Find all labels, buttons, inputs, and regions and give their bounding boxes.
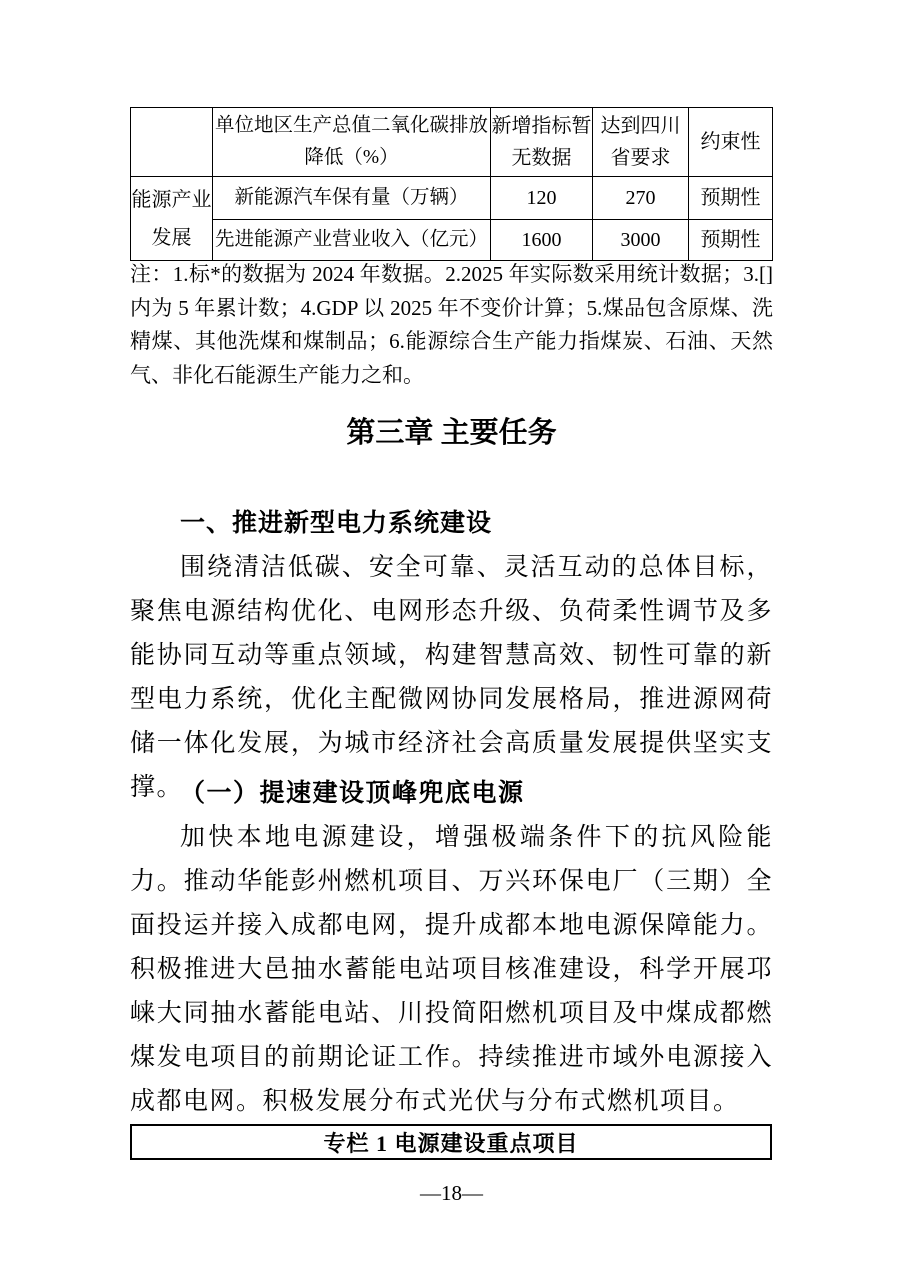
table-cell-sichuan-requirement: 3000	[593, 220, 689, 261]
table-row	[131, 108, 773, 177]
table-cell-indicator: 先进能源产业营业收入（亿元）	[213, 220, 491, 261]
table-cell-attribute: 预期性	[689, 177, 773, 220]
table-cell-indicator: 新能源汽车保有量（万辆）	[213, 177, 491, 220]
table-cell-category	[131, 108, 213, 177]
table-cell-indicator: 单位地区生产总值二氧化碳排放降低（%）	[213, 108, 491, 177]
callout-title: 专栏 1 电源建设重点项目	[323, 1130, 579, 1156]
table-cell-new-target: 120	[491, 177, 593, 220]
chapter-heading: 第三章 主要任务	[346, 417, 557, 449]
table-row	[131, 220, 773, 261]
paragraph-1: 围绕清洁低碳、安全可靠、灵活互动的总体目标，聚焦电源结构优化、电网形态升级、负荷柔性调节及多能协同互动等重点领域，构建智慧高效、韧性可靠的新型电力系统，优化主配微网协同发展格局，推进源网荷储一体化发展，为城市经济社会高质量发展提供坚实支撑。	[130, 554, 773, 801]
page-number: —18—	[420, 1181, 483, 1205]
table-note: 注：1.标*的数据为 2024 年数据。2.2025 年实际数采用统计数据；3.[]内为 5 年累计数；4.GDP 以 2025 年不变价计算；5.煤品包含原煤、洗精煤、其他洗煤和煤制品；6.能源综合生产能力指煤炭、石油、天然气、非化石能源生产能力之和。	[130, 262, 773, 387]
table-cell-attribute: 预期性	[689, 220, 773, 261]
subsection-heading: （一）提速建设顶峰兜底电源	[180, 780, 525, 807]
section-heading: 一、推进新型电力系统建设	[180, 509, 493, 537]
paragraph-2: 加快本地电源建设，增强极端条件下的抗风险能力。推动华能彭州燃机项目、万兴环保电厂（三期）全面投运并接入成都电网，提升成都本地电源保障能力。积极推进大邑抽水蓄能电站项目核准建设，科学开展邛崃大同抽水蓄能电站、川投简阳燃机项目及中煤成都燃煤发电项目的前期论证工作。持续推进市域外电源接入成都电网。积极发展分布式光伏与分布式燃机项目。	[130, 824, 773, 1115]
table-cell-category: 能源产业发展	[131, 177, 213, 261]
indicators-table	[130, 107, 773, 261]
table-cell-sichuan-requirement: 达到四川省要求	[593, 108, 689, 177]
table-cell-new-target: 1600	[491, 220, 593, 261]
table-cell-new-target: 新增指标暂无数据	[491, 108, 593, 177]
table-row	[131, 177, 773, 220]
callout-box	[130, 1124, 772, 1160]
table-cell-attribute: 约束性	[689, 108, 773, 177]
table-cell-sichuan-requirement: 270	[593, 177, 689, 220]
